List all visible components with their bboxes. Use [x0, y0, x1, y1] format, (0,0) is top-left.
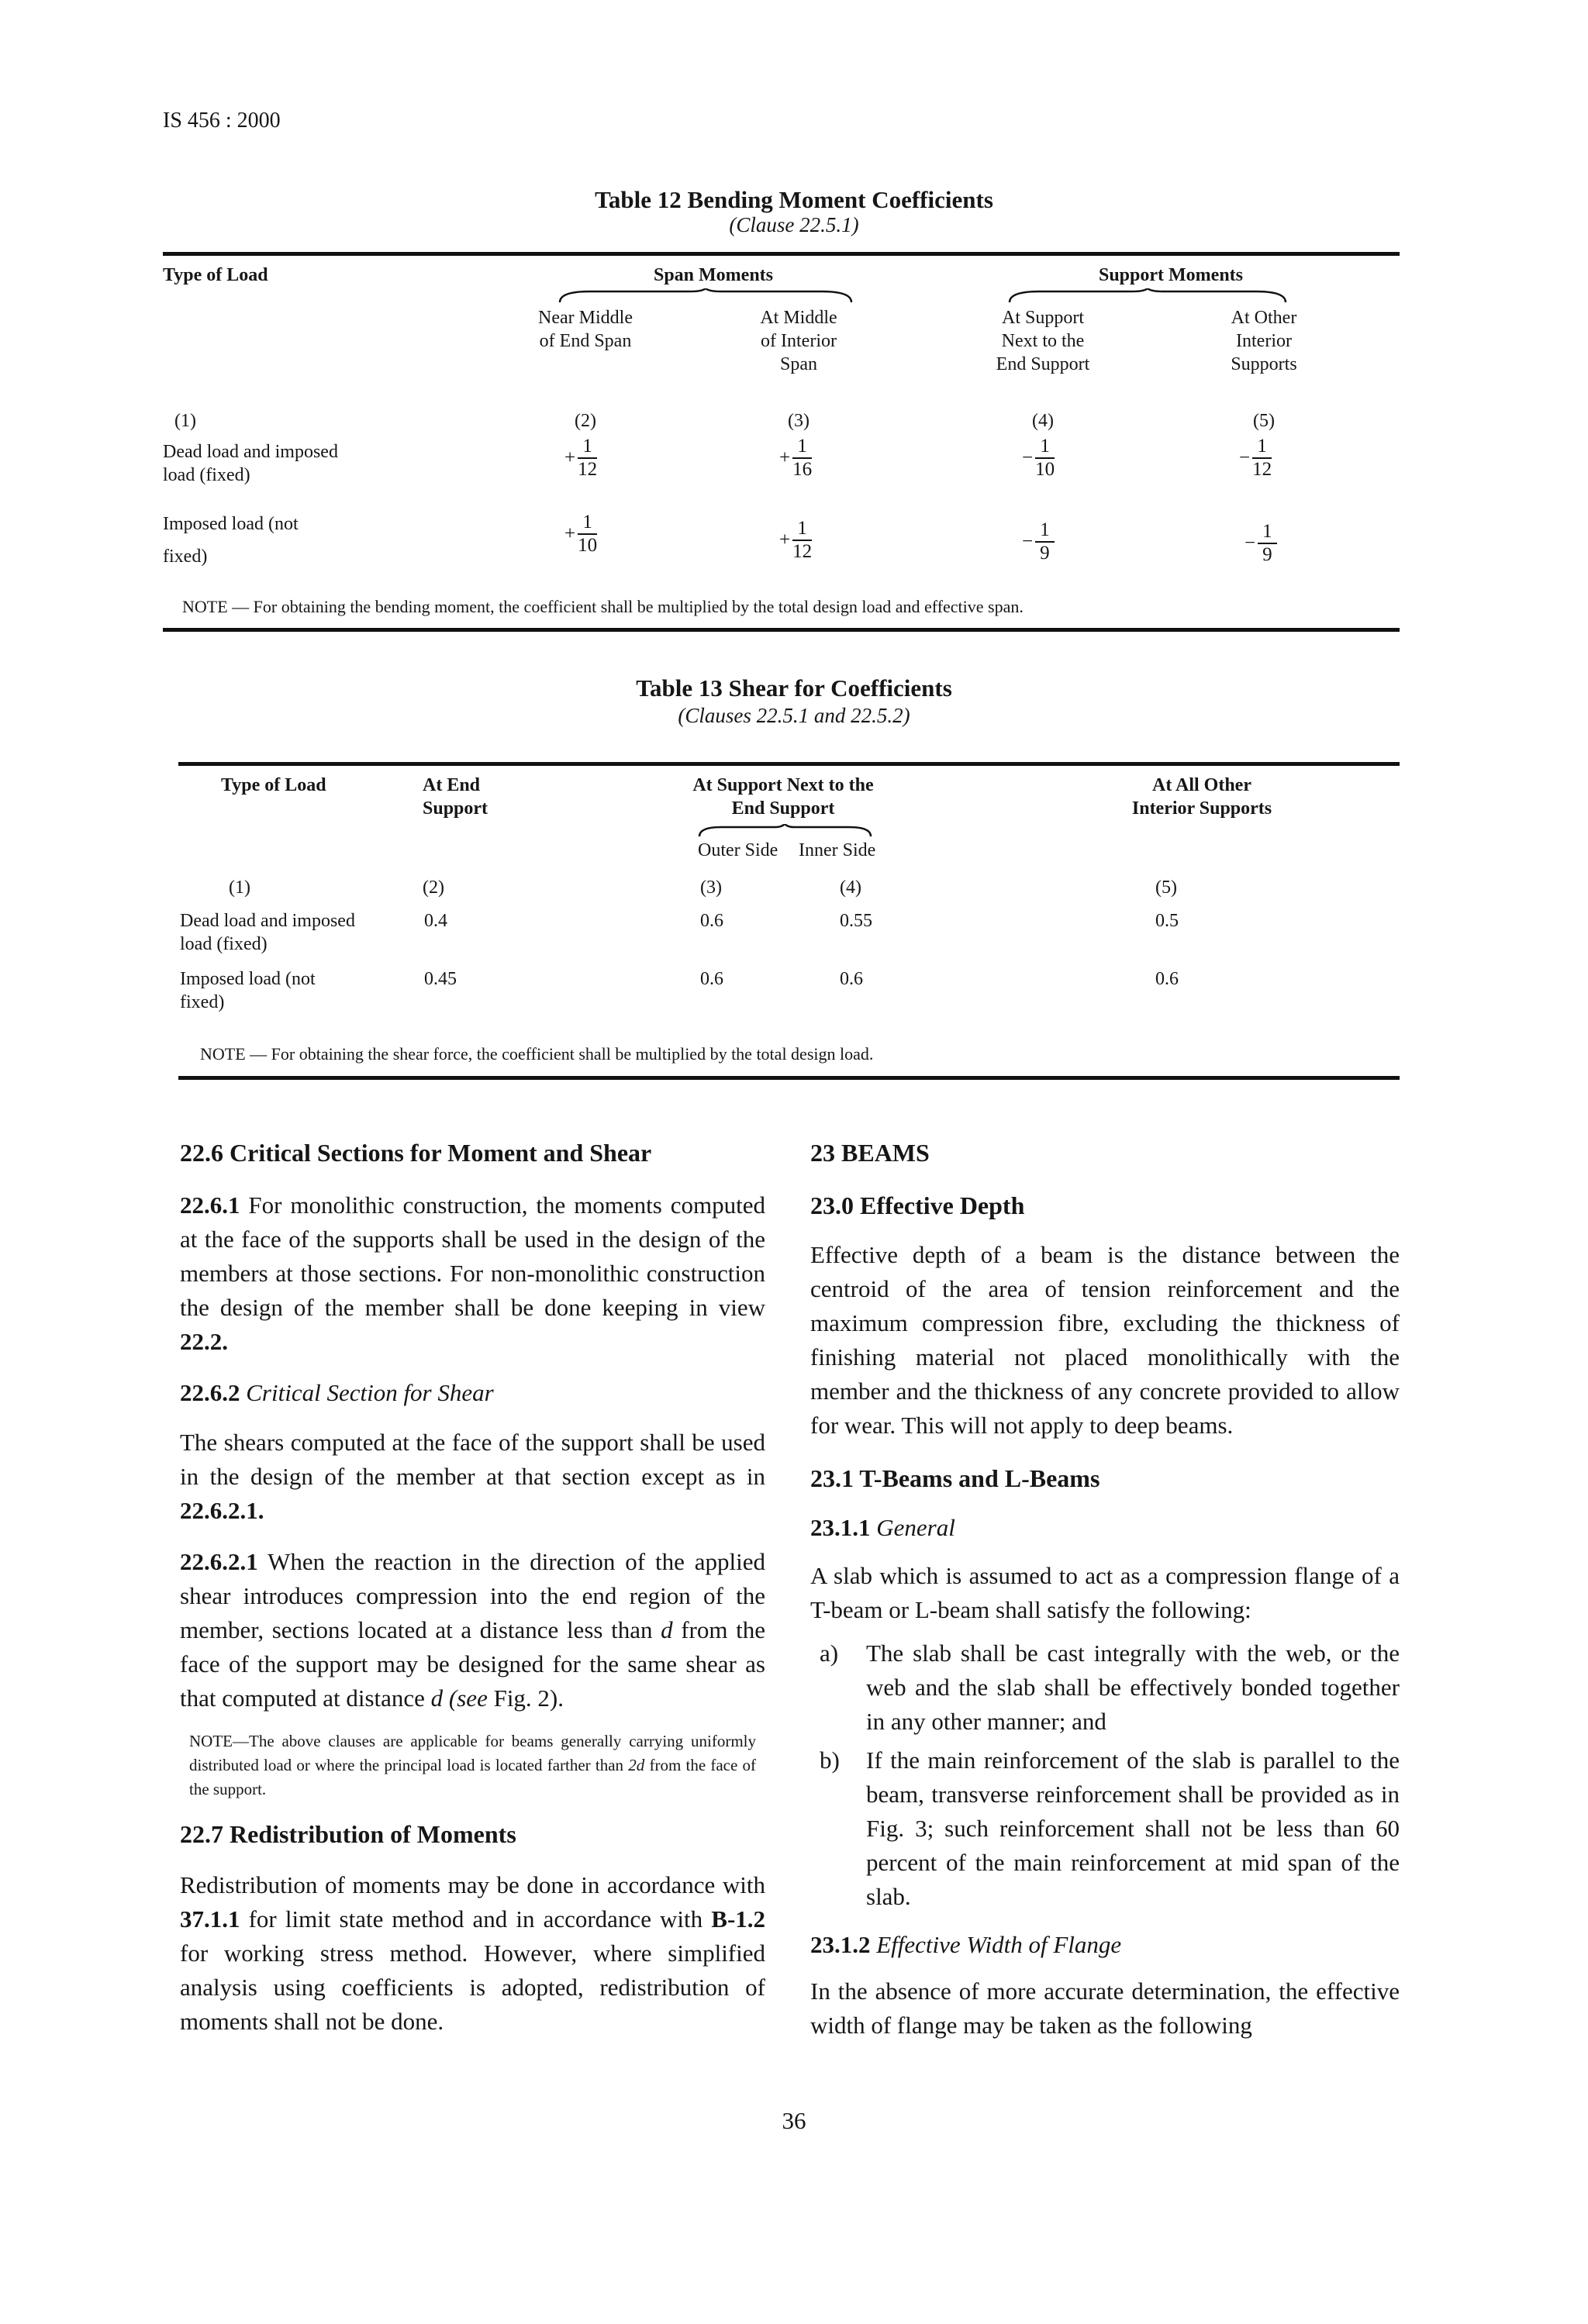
t13-row2-val4: 0.6: [1155, 969, 1179, 989]
para-23-0: Effective depth of a beam is the distance between the centroid of the area of tension reinforcement and the maximum compression fibre, excluding the thickness of finishing material not placed monolithically with the member and the thickness of any concrete provided to allow for wear. This will not apply to deep beams.: [810, 1241, 1400, 1439]
list-item-b: b) If the main reinforcement of the slab is parallel to the beam, transverse reinforcement shall be provided as in Fig. 3; such reinforcement shall not be less than 60 percent of the main reinforcement at mid span of the slab.: [820, 1746, 1400, 1910]
t13-row1-val4: 0.5: [1155, 911, 1179, 931]
t13-colnum-5: (5): [1155, 878, 1177, 898]
table13-top-rule: [178, 762, 1400, 766]
heading-23: 23 BEAMS: [810, 1139, 930, 1167]
para-23-1-2: In the absence of more accurate determination, the effective width of flange may be taken as the following: [810, 1977, 1400, 2039]
left-column: [180, 1136, 765, 2039]
t12-row2-val2: + $\frac{1}{12}$: [779, 518, 813, 562]
t12-colnum-5: (5): [1253, 411, 1275, 431]
t12-row1-val4: − $\frac{1}{12}$: [1239, 436, 1272, 480]
t13-row1-label: Dead load and imposed load (fixed): [180, 911, 355, 954]
t13-col-end: At End Support: [423, 775, 488, 819]
table13-note: NOTE — For obtaining the shear force, the coefficient shall be multiplied by the total design load.: [200, 1044, 874, 1064]
heading-23-0: 23.0 Effective Depth: [810, 1191, 1025, 1219]
t12-row1-val2: + $\frac{1}{16}$: [779, 436, 813, 480]
right-column: [810, 1136, 1400, 2043]
table12-note: NOTE — For obtaining the bending moment, the coefficient shall be multiplied by the total design load and effective span.: [182, 597, 1024, 616]
heading-23-1: 23.1 T-Beams and L-Beams: [810, 1464, 1100, 1492]
t12-sub-at-support: At Support Next to the End Support: [996, 308, 1090, 374]
para-22-6-2: The shears computed at the face of the support shall be used in the design of the member at that section except as in 22.6.2.1.: [180, 1429, 765, 1524]
table12-title: Table 12 Bending Moment Coefficients: [595, 186, 993, 213]
t12-sub-at-other: At Other Interior Supports: [1231, 308, 1297, 374]
t13-row2-val2: 0.6: [700, 969, 723, 989]
para-22-7: Redistribution of moments may be done in accordance with 37.1.1 for limit state method and in accordance with B-1.2 for working stress method. However, where simplified analysis using coefficients is adopted, redistribution of moments shall not be done.: [180, 1871, 766, 2035]
t13-colnum-3: (3): [700, 878, 722, 898]
t12-colnum-3: (3): [788, 411, 810, 431]
table12-col-type: Type of Load: [163, 265, 268, 285]
t13-inner-side: Inner Side: [799, 840, 876, 860]
t13-colnum-1: (1): [229, 878, 250, 898]
t13-row2-val3: 0.6: [840, 969, 863, 989]
document-header: IS 456 : 2000: [163, 109, 281, 133]
t13-row1-val1: 0.4: [424, 911, 447, 931]
para-22-6-2-1: 22.6.2.1 When the reaction in the direction of the applied shear introduces compression into the end region of the member, sections located at a distance less than d from the face of the support may be designed for the same shear as that computed at distance d (see Fig. 2).: [180, 1548, 765, 1712]
heading-22-6-2: 22.6.2 Critical Section for Shear: [180, 1379, 494, 1406]
t13-outer-side: Outer Side: [698, 840, 778, 860]
heading-22-6: 22.6 Critical Sections for Moment and Shear: [180, 1139, 652, 1167]
support-brace: [1008, 288, 1287, 304]
page-number: 36: [782, 2107, 806, 2134]
t13-col-next: At Support Next to the End Support: [692, 775, 874, 819]
list-item-a: a) The slab shall be cast integrally with the web, or the web and the slab shall be effectively bonded together in any other manner; and: [820, 1640, 1400, 1735]
t13-row2-val1: 0.45: [424, 969, 457, 989]
t12-row2-label: Imposed load (not fixed): [163, 514, 299, 567]
heading-22-7: 22.7 Redistribution of Moments: [180, 1820, 516, 1848]
t12-row2-val1: + $\frac{1}{10}$: [564, 512, 598, 556]
table13-bottom-rule: [178, 1076, 1400, 1080]
heading-23-1-2: 23.1.2 Effective Width of Flange: [810, 1931, 1122, 1958]
para-23-1-1: A slab which is assumed to act as a compression flange of a T-beam or L-beam shall satisfy the following:: [810, 1562, 1400, 1623]
table12-clause: (Clause 22.5.1): [729, 213, 859, 236]
t13-colnum-2: (2): [423, 878, 444, 898]
table12-group-span: Span Moments: [653, 265, 774, 285]
t13-col-type: Type of Load: [221, 775, 326, 795]
t13-row2-label: Imposed load (not fixed): [180, 969, 316, 1012]
t13-col-other: At All Other Interior Supports: [1131, 775, 1272, 819]
span-brace: [558, 288, 853, 304]
t13-row1-val3: 0.55: [840, 911, 872, 931]
t12-colnum-4: (4): [1032, 411, 1054, 431]
t12-colnum-1: (1): [174, 411, 196, 431]
t12-row2-val3: − $\frac{1}{9}$: [1022, 519, 1055, 564]
t12-row1-val1: + $\frac{1}{12}$: [564, 436, 598, 480]
t12-colnum-2: (2): [575, 411, 596, 431]
t13-colnum-4: (4): [840, 878, 861, 898]
t12-sub-at-middle: At Middle of Interior Span: [760, 308, 837, 374]
table13-title: Table 13 Shear for Coefficients: [636, 674, 952, 702]
t12-sub-near-middle: Near Middle of End Span: [538, 308, 633, 351]
table12-top-rule: [163, 252, 1400, 256]
t12-row1-val3: − $\frac{1}{10}$: [1022, 436, 1055, 480]
table13-clause: (Clauses 22.5.1 and 22.5.2): [678, 704, 910, 727]
para-22-6-1: 22.6.1 For monolithic construction, the moments computed at the face of the supports shall be used in the design of the members at those sections. For non-monolithic construction the design of the member shall be done keeping in view 22.2.: [180, 1191, 765, 1355]
t13-next-brace: [698, 824, 872, 838]
note-22-6: NOTE—The above clauses are applicable for beams generally carrying uniformly distributed load or where the principal load is located farther than 2d from the face of the support.: [189, 1732, 757, 1798]
table12-bottom-rule: [163, 628, 1400, 632]
heading-23-1-1: 23.1.1 General: [810, 1514, 955, 1541]
table12-group-support: Support Moments: [1098, 265, 1243, 285]
t13-row1-val2: 0.6: [700, 911, 723, 931]
t12-row2-val4: − $\frac{1}{9}$: [1245, 521, 1277, 566]
t12-row1-label: Dead load and imposed load (fixed): [163, 442, 338, 485]
